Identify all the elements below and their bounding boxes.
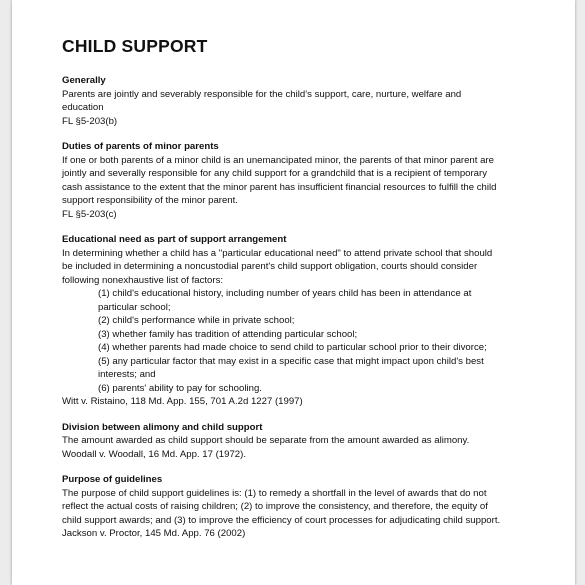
citation: Woodall v. Woodall, 16 Md. App. 17 (1972). [62,448,246,460]
factor-item-continuation: interests; and [98,369,156,380]
factor-item-continuation: particular school; [98,301,171,313]
section-heading: Division between alimony and child support [62,421,263,433]
body-line: jointly and severally responsible for any child support for a grandchild that is a recipient of temporary [62,168,488,179]
body-line: child support awards; and (3) to improve the efficiency of court processes for adjudicating child support. [62,514,501,526]
body-line: support responsibility of the minor parent. [62,195,238,206]
factor-item: (6) parents' ability to pay for schooling. [98,382,262,394]
body-line: cash assistance to the extent that the minor parent has insufficient financial resources to fulfill the child [62,181,497,193]
body-line: In determining whether a child has a "particular educational need" to attend private school that should [62,247,493,259]
citation: Witt v. Ristaino, 118 Md. App. 155, 701 A.2d 1227 (1997) [62,396,303,407]
body-line: following nonexhaustive list of factors: [62,274,224,286]
section-duties-minor-parents [62,140,565,221]
section-alimony-division [62,421,565,462]
body-line: be included in determining a noncustodial parent's child support obligation, courts should consider [62,261,478,272]
factor-item: (2) child's performance while in private school; [98,315,295,326]
body-line: education [62,102,104,113]
section-heading: Generally [62,75,106,86]
section-purpose-guidelines [62,473,565,541]
section-generally [62,74,565,128]
factor-item: (5) any particular factor that may exist in a specific case that might impact upon child's best [98,355,484,367]
body-line: The purpose of child support guidelines is: (1) to remedy a shortfall in the level of awards that do not [62,487,487,499]
factor-item: (4) whether parents had made choice to send child to particular school prior to their divorce; [98,342,487,353]
section-heading: Duties of parents of minor parents [62,141,219,152]
document-title: CHILD SUPPORT [62,36,208,56]
body-line: If one or both parents of a minor child is an unemancipated minor, the parents of that minor parent are [62,154,494,166]
citation: Jackson v. Proctor, 145 Md. App. 76 (2002) [62,528,246,539]
body-line: reflect the actual costs of raising children; (2) to improve the consistency, and therefore, the equity of [62,501,488,512]
body-line: Parents are jointly and severably responsible for the child’s support, care, nurture, welfare and [62,88,462,100]
citation: FL §5-203(c) [62,208,117,220]
section-heading: Purpose of guidelines [62,474,163,485]
document-page [12,0,575,585]
factor-item: (1) child's educational history, including number of years child has been in attendance at [98,288,472,299]
section-heading: Educational need as part of support arrangement [62,234,287,245]
section-educational-need [62,233,565,409]
citation: FL §5-203(b) [62,115,118,127]
body-line: The amount awarded as child support should be separate from the amount awarded as alimony. [62,435,470,446]
factor-item: (3) whether family has tradition of attending particular school; [98,328,358,340]
